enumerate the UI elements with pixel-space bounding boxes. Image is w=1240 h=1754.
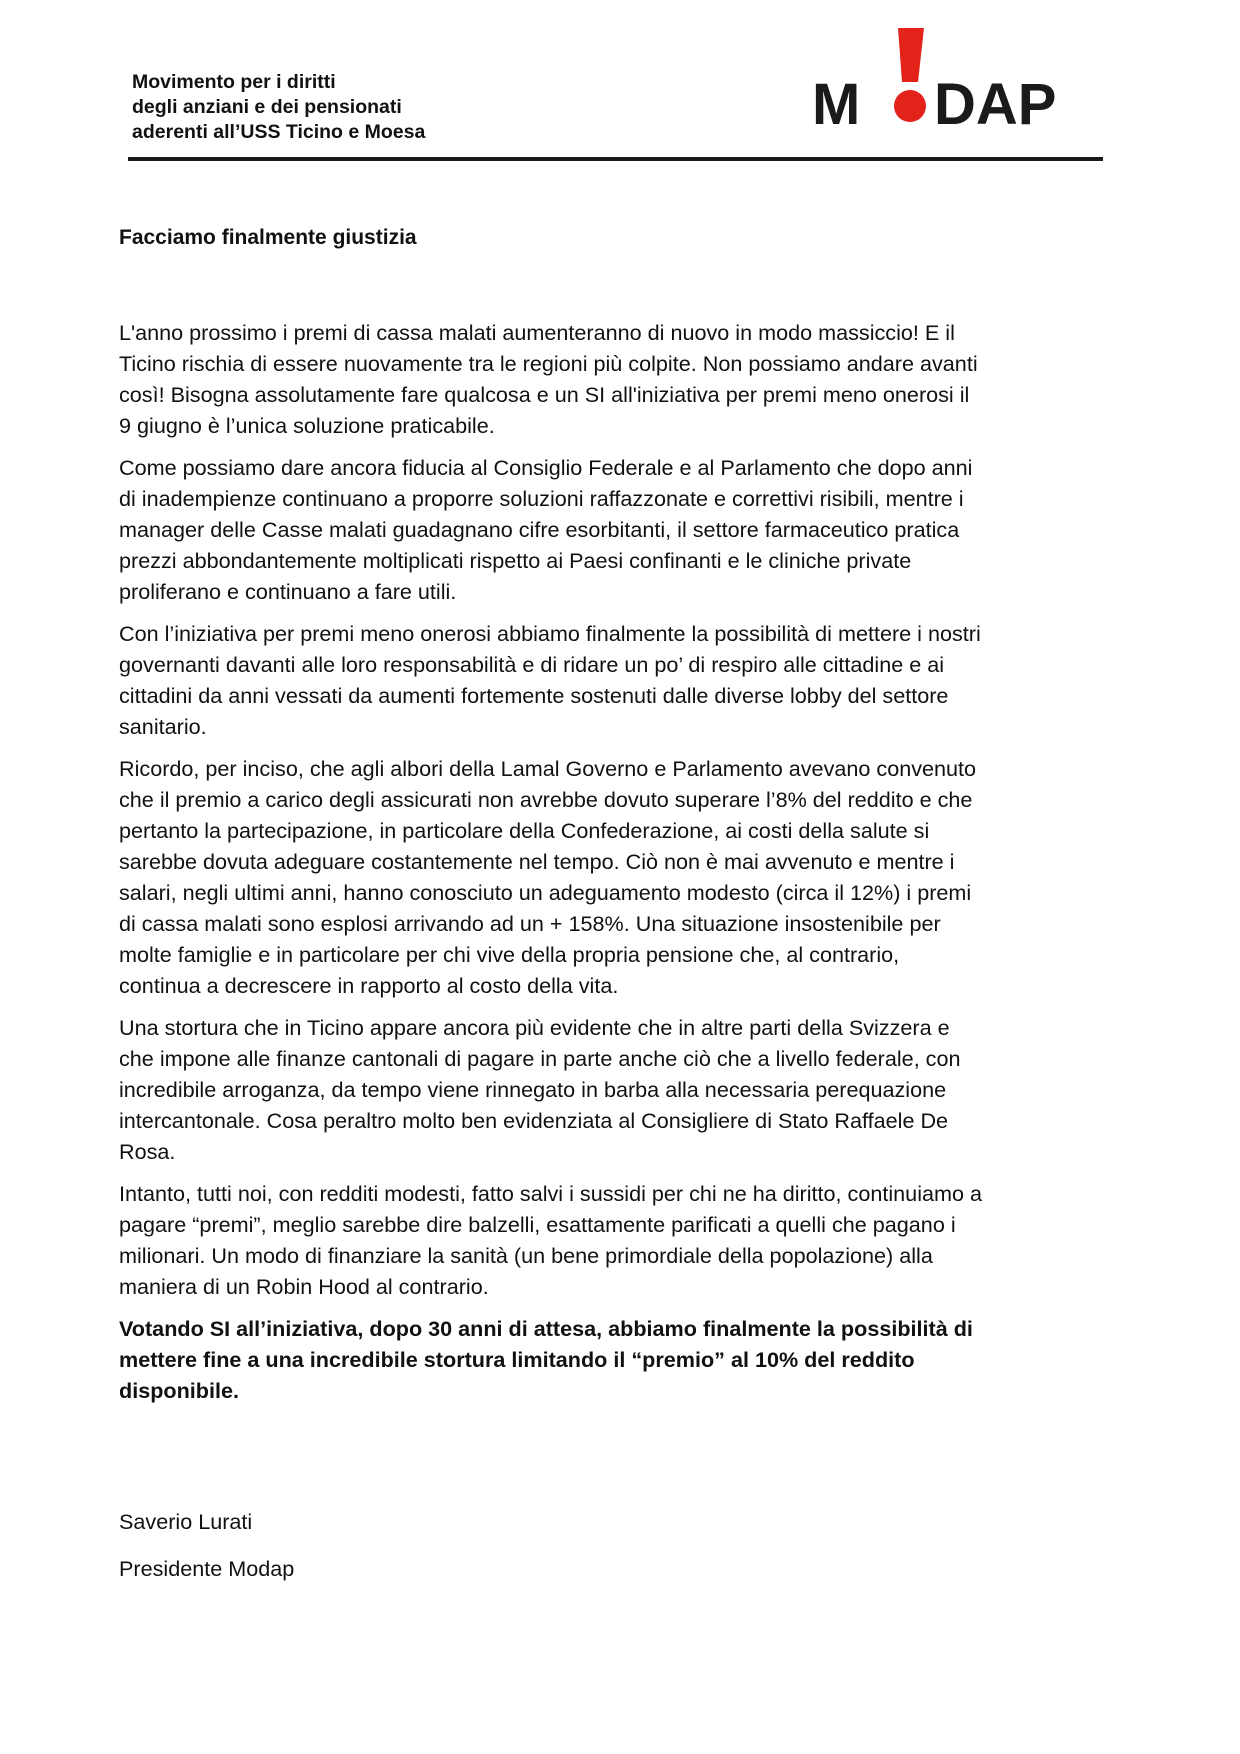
logo-text-left: M <box>812 72 861 134</box>
paragraph-1: L'anno prossimo i premi di cassa malati aumenteranno di nuovo in modo massiccio! E il Ticino rischia di essere nuovamente tra le regioni più colpite. Non possiamo andare avanti così! Bisogna assolutamente fare qualcosa e un SI all'iniziativa per premi meno onerosi il 9 giugno è l’unica soluzione praticabile. <box>119 320 978 438</box>
paragraph-6: Intanto, tutti noi, con redditi modesti, fatto salvi i sussidi per chi ne ha diritto, continuiamo a pagare “premi”, meglio sarebbe dire balzelli, esattamente parificati a quelli che pagano i milionari. Un modo di finanziare la sanità (un bene primordiale della popolazione) alla maniera di un Robin Hood al contrario. <box>119 1181 983 1299</box>
paragraph-5: Una stortura che in Ticino appare ancora più evidente che in altre parti della Svizzera e che impone alle finanze cantonali di pagare in parte anche ciò che a livello federale, con incredibile arroganza, da tempo viene rinnegato in barba alla necessaria perequazione intercantonale. Cosa peraltro molto ben evidenziata al Consigliere di Stato Raffaele De Rosa. <box>119 1015 961 1164</box>
closing-statement: Votando SI all’iniziativa, dopo 30 anni di attesa, abbiamo finalmente la possibilità di mettere fine a una incredibile stortura limitando il “premio” al 10% del reddito disponibile. <box>119 1316 973 1403</box>
paragraph-3: Con l’iniziativa per premi meno onerosi abbiamo finalmente la possibilità di mettere i nostri governanti davanti alle loro responsabilità e di ridare un po’ di respiro alle cittadine e ai cittadini da anni vessati da aumenti fortemente sostenuti dalle diverse lobby del settore sanitario. <box>119 621 981 739</box>
logo-text-right: DAP <box>934 72 1057 134</box>
logo-exclamation-dot <box>894 90 926 122</box>
signature-block <box>119 1506 294 1600</box>
header-divider <box>128 157 1103 161</box>
org-line: aderenti all’USS Ticino e Moesa <box>132 121 426 143</box>
organization-name <box>132 70 425 145</box>
letter-body <box>119 317 1119 1417</box>
signatory-role: Presidente Modap <box>119 1556 295 1581</box>
paragraph-2: Come possiamo dare ancora fiducia al Consiglio Federale e al Parlamento che dopo anni di inadempienze continuano a proporre soluzioni raffazzonate e correttivi risibili, mentre i manager delle Casse malati guadagnano cifre esorbitanti, il settore farmaceutico pratica prezzi abbondantemente moltiplicati rispetto ai Paesi confinanti e le cliniche private proliferano e continuano a fare utili. <box>119 455 973 604</box>
modap-logo <box>812 24 1094 134</box>
org-line: degli anziani e dei pensionati <box>132 96 402 118</box>
org-line: Movimento per i diritti <box>132 71 336 93</box>
paragraph-4: Ricordo, per inciso, che agli albori della Lamal Governo e Parlamento avevano convenuto che il premio a carico degli assicurati non avrebbe dovuto superare l’8% del reddito e che pertanto la partecipazione, in particolare della Confederazione, ai costi della salute si sarebbe dovuta adeguare costantemente nel tempo. Ciò non è mai avvenuto e mentre i salari, negli ultimi anni, hanno conosciuto un adeguamento modesto (circa il 12%) i premi di cassa malati sono esplosi arrivando ad un + 158%. Una situazione insostenibile per molte famiglie e in particolare per chi vive della propria pensione che, al contrario, continua a decrescere in rapporto al costo della vita. <box>119 756 977 998</box>
logo-exclamation-bar <box>898 28 924 82</box>
signatory-name: Saverio Lurati <box>119 1509 253 1534</box>
document-title: Facciamo finalmente giustizia <box>119 226 417 249</box>
